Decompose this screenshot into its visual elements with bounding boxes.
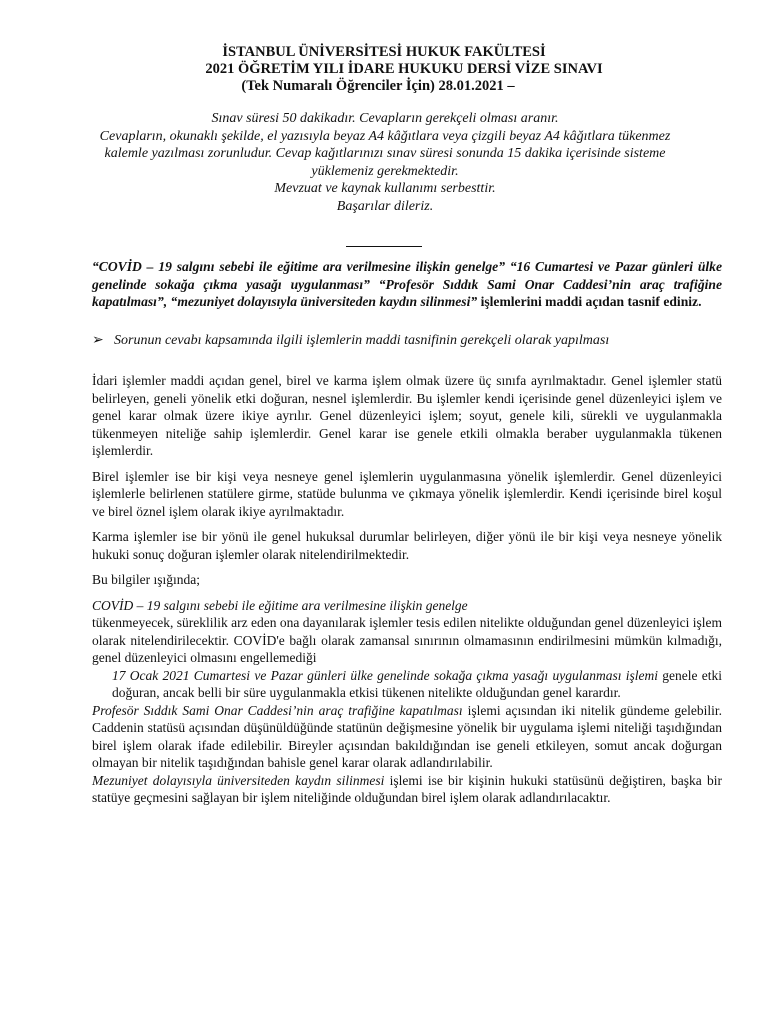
instruction-line: Cevapların, okunaklı şekilde, el yazısıyla beyaz A4 kâğıtlara veya çizgili beyaz A4 kâğıtlara tükenmez	[99, 128, 671, 144]
answer-paragraph	[92, 702, 722, 772]
answer-paragraph: Karma işlemler ise bir yönü ile genel hukuksal durumlar belirleyen, diğer yönü ile bir kişi veya nesneye yönelik hukuki sonuç doğuran işlemler olarak nitelendirilmektedir.	[92, 529, 722, 562]
instruction-line: Mevzuat ve kaynak kullanımı serbesttir.	[274, 181, 496, 196]
instruction-line: Sınav süresi 50 dakikadır. Cevapların gerekçeli olması aranır.	[211, 111, 559, 126]
answer-paragraph-text: tükenmeyecek, süreklilik arz eden ona dayanılarak işlemler tesis edilen nitelikte olduğundan genel düzenleyici işlem olarak nitelendirilecektir. COVİD'e bağlı olarak zamansal sınırının olmamasının endirilmesini mümkün kılmadığı, genel düzenleyici olmasını engellemediği	[92, 615, 722, 665]
instruction-line: kalemle yazılması zorunludur. Cevap kağıtlarınızı sınav süresi sonunda 15 dakika içerisinde sisteme	[104, 146, 666, 161]
arrow-bullet-icon: ➢	[92, 333, 104, 348]
answer-body	[92, 372, 722, 807]
answer-paragraph-title: COVİD – 19 salgını sebebi ile eğitime ara verilmesine ilişkin genelge	[92, 597, 468, 613]
header-date: (Tek Numaralı Öğrenciler İçin) 28.01.2021 –	[241, 78, 515, 94]
answer-paragraph	[92, 667, 722, 702]
question-subjects: “COVİD – 19 salgını sebebi ile eğitime ara verilmesine ilişkin genelge” “16 Cumartesi ve Pazar günleri ülke genelinde sokağa çıkma yasağı uygulanması” “Profesör Sıddık Sami Onar Caddesi’nin araç trafiğine kapatılması”, “mezuniyet dolayısıyla üniversiteden kaydın silinmesi”	[92, 259, 722, 309]
answer-paragraph: İdari işlemler maddi açıdan genel, birel ve karma işlem olmak üzere üç sınıfa ayrılmaktadır. Genel işlemler statü belirleyen, geneli yönelik etki doğuran, nesnel işlemlerdir. Bu işlemler kendi içerisinde genel düzenleyici işlem ve genel karar olmak üzere ikiye ayrılır. Genel düzenleyici işlem; soyut, genele kili, sürekli ve uygulanmakla tükenmeyen niteliğe sahip işlemlerdir. Genel karar ise genele etkili olmakla beraber uygulanmakla tükenen işlemlerdir.	[92, 373, 722, 458]
answer-note-text: Sorunun cevabı kapsamında ilgili işlemlerin maddi tasnifinin gerekçeli olarak yapılması	[114, 333, 610, 348]
answer-paragraph-title: Profesör Sıddık Sami Onar Caddesi’nin araç trafiğine kapatılması	[92, 702, 463, 718]
instruction-line: yüklemeniz gerekmektedir.	[311, 163, 459, 179]
divider	[346, 246, 422, 247]
instruction-line: Başarılar dileriz.	[336, 198, 434, 214]
answer-note	[92, 332, 722, 349]
answer-paragraph: Birel işlemler ise bir kişi veya nesneye genel işlemlerin uygulanmasına yönelik işlemlerdir. Genel düzenleyici işlemlerle belirlenen statülere girme, statüde bulunma ve çıkmaya yönelik işlemlerdir. Kendi içerisinde birel koşul ve birel öznel işlem olarak ikiye ayrılmaktadır.	[92, 468, 722, 519]
question-text	[92, 258, 722, 311]
answer-paragraph-text: işlemi ise bir kişinin hukuki statüsünü değiştiren, başka bir statüye geçmesini sağlayan bir işlem niteliğinde olduğundan birel işlem olarak adlandırılacaktır.	[92, 772, 723, 805]
answer-paragraph	[92, 772, 722, 807]
answer-paragraph-title: 17 Ocak 2021 Cumartesi ve Pazar günleri ülke genelinde sokağa çıkma yasağı uygulanması işlemi	[112, 667, 658, 683]
answer-paragraph	[92, 597, 722, 667]
answer-paragraph-text: genele etki doğuran, ancak belli bir süre uygulanmakla etkisi tükenen nitelikte olduğundan genel karardır.	[112, 667, 722, 700]
instructions	[60, 110, 710, 215]
answer-paragraph-text: işlemi açısından iki nitelik gündeme gelebilir. Caddenin statüsü açısından düşünüldüğünde statünün değişmesine yönelik bir uygulama işlemi niteliği taşıdığından birel işlem olarak ifade edilebilir. Bireyler açısından bakıldığından ise geneli etkileyen, somut ancak doğurgan olmayan bir nitelik taşıdığından bahisle genel karar olarak adlandırılabilir.	[92, 702, 723, 770]
answer-paragraph-title: Mezuniyet dolayısıyla üniversiteden kaydın silinmesi	[92, 772, 385, 788]
header-exam-title: 2021 ÖĞRETİM YILI İDARE HUKUKU DERSİ VİZE SINAVI	[205, 61, 603, 77]
header-faculty: İSTANBUL ÜNİVERSİTESİ HUKUK FAKÜLTESİ	[222, 44, 546, 60]
answer-paragraph: Bu bilgiler ışığında;	[92, 572, 200, 587]
question-instruction: işlemlerini maddi açıdan tasnif ediniz.	[477, 294, 702, 309]
